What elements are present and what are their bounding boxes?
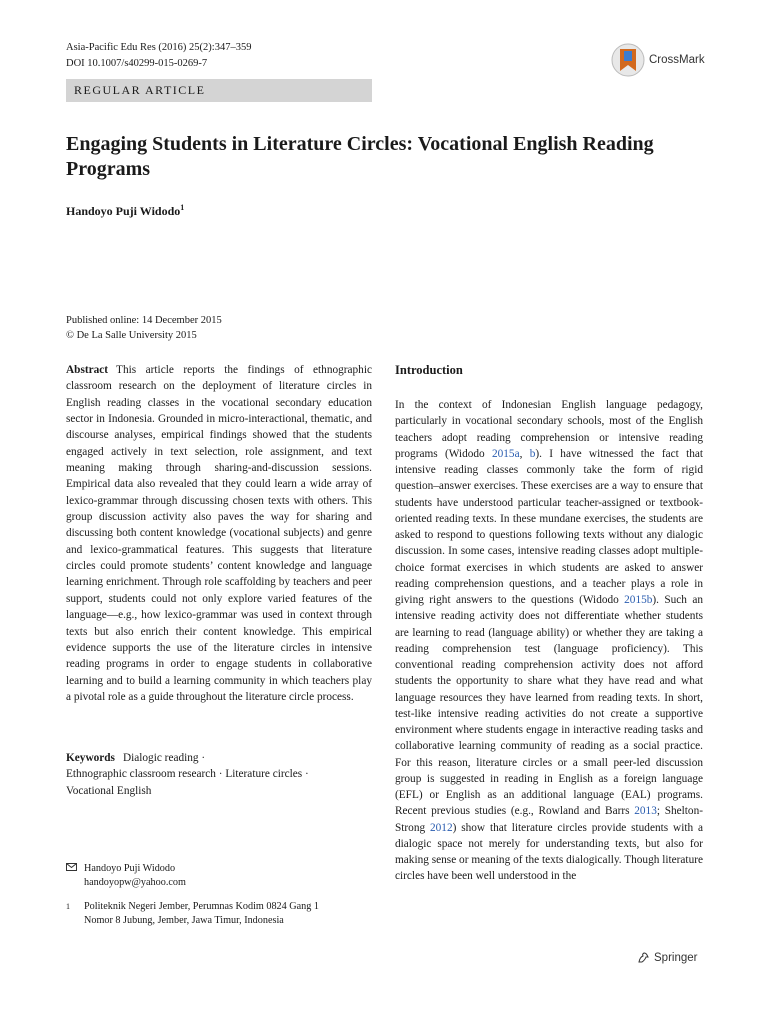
- affiliation: [66, 900, 319, 928]
- intro-text-3: ). Such an intensive reading activity does not differentiate whether students are learning to read (language ability) or whether they are taking a reading comprehension test (language proficiency). This conventional reading comprehension activity does not afford students the opportunity to share what they have read and what language resources they have learned from reading texts. In short, test-like intensive reading activities do not create a supportive environment where students engage in interactive reading tasks and collaborative learning community of reading as a social practice. For this reason, literature circles or a small peer-led discussion group is suggested in reading in English as a foreign language (EFL) or English as an additional language (EAL) programs. Recent previous studies (e.g., Rowland and Barrs: [395, 594, 703, 818]
- contact-email[interactable]: handoyopw@yahoo.com: [84, 877, 186, 888]
- keywords-line2: Ethnographic classroom research · Literature circles ·: [66, 768, 309, 781]
- introduction-body: [395, 397, 703, 885]
- keywords-label: Keywords: [66, 752, 115, 764]
- intro-text-1: In the context of Indonesian English language pedagogy, particularly in vocational secondary schools, most of the English teachers adopt reading comprehension or intensive reading programs (Widodo: [395, 399, 703, 460]
- keywords-line3: Vocational English: [66, 784, 152, 797]
- abstract-label: Abstract: [66, 364, 109, 376]
- article-type-banner: REGULAR ARTICLE: [66, 79, 372, 102]
- abstract: [66, 362, 372, 705]
- intro-text-5: ) show that literature circles provide students with a dialogic space not merely for understanding texts, but also for making sense or meaning of the texts dialogically. Though literature circles have been well understood in the: [395, 821, 703, 883]
- keywords-line1: Dialogic reading ·: [122, 752, 206, 764]
- publication-info: [66, 313, 222, 343]
- citation-link-2012[interactable]: 2012: [430, 821, 453, 834]
- springer-label: Springer: [654, 951, 698, 964]
- intro-sep: ,: [519, 447, 530, 460]
- affiliation-line2: Nomor 8 Jubung, Jember, Jawa Timur, Indonesia: [84, 915, 284, 926]
- author-contact: [66, 862, 186, 890]
- citation-link-2013[interactable]: 2013: [634, 805, 657, 818]
- author-line: [66, 203, 184, 219]
- published-date: Published online: 14 December 2015: [66, 315, 222, 326]
- intro-text-4: ; Shelton-Strong: [395, 805, 703, 834]
- envelope-icon: [66, 862, 78, 876]
- keywords: [66, 750, 372, 799]
- article-title: Engaging Students in Literature Circles: Vocational English Reading Programs: [66, 133, 654, 180]
- abstract-text: This article reports the findings of ethnographic classroom research on the deployment of literature circles in English reading classes in the vocational secondary education sector in Indonesia. Grounded in micro-interactional, thematic, and discourse analyses, empirical findings showed that the students engaged actively in text selection, role assignment, and text meaning making through sharing-and-discussion sessions. Empirical data also revealed that they could learn a wide array of lexico-grammar through discussing chosen texts with others. This group discussion activity also paves the way for sharing and discussing both content knowledge (vocational subjects) and genre and lexico-grammatical features. This suggests that literature circles could promote students’ content knowledge and language learning enrichment. Through role scaffolding by teachers and peer support, students could not only explore varied features of the language—e.g., how lexico-grammar was used in context through texts but also enrich their content knowledge. This empirical evidence supports the use of the literature circles in intensive reading programs in order to engage students in collaborative learning and to build a learning community in which teachers play a pivotal role as a guide throughout the literature circle process.: [66, 364, 372, 703]
- crossmark-badge[interactable]: [610, 40, 720, 80]
- crossmark-label: CrossMark: [649, 54, 705, 66]
- publisher-mark: [637, 951, 697, 964]
- journal-meta: [66, 40, 251, 72]
- citation-link-2015a[interactable]: 2015a: [491, 447, 520, 460]
- doi[interactable]: DOI 10.1007/s40299-015-0269-7: [66, 58, 208, 69]
- copyright: © De La Salle University 2015: [66, 330, 197, 341]
- citation-link-2015b-short[interactable]: b: [529, 447, 536, 460]
- contact-name: Handoyo Puji Widodo: [84, 863, 176, 874]
- author-affil-mark: 1: [180, 203, 185, 212]
- affiliation-line1: Politeknik Negeri Jember, Perumnas Kodim 0824 Gang 1: [84, 901, 319, 912]
- crossmark-icon: [610, 41, 646, 79]
- intro-text-2: ). I have witnessed the fact that intensive reading classes commonly take the form of rigid question–answer exercises. These exercises are a way to ensure that students have understood particular teacher-assigned or textbook-oriented reading texts. In these mundane exercises, the students are asked to respond to questions following texts without any dialogic discussion. In some cases, intensive reading classes adopt multiple-choice format exercises in which students are asked to answer reading comprehension questions, and a teacher plays a role in giving right answers to the questions (Widodo: [395, 447, 704, 606]
- citation-link-2015b[interactable]: 2015b: [624, 594, 653, 606]
- author-name[interactable]: Handoyo Puji Widodo: [66, 204, 181, 218]
- section-heading-introduction: Introduction: [395, 363, 463, 377]
- springer-horse-icon: [637, 951, 650, 964]
- journal-citation: Asia-Pacific Edu Res (2016) 25(2):347–359: [66, 42, 252, 53]
- affiliation-mark: 1: [66, 902, 70, 911]
